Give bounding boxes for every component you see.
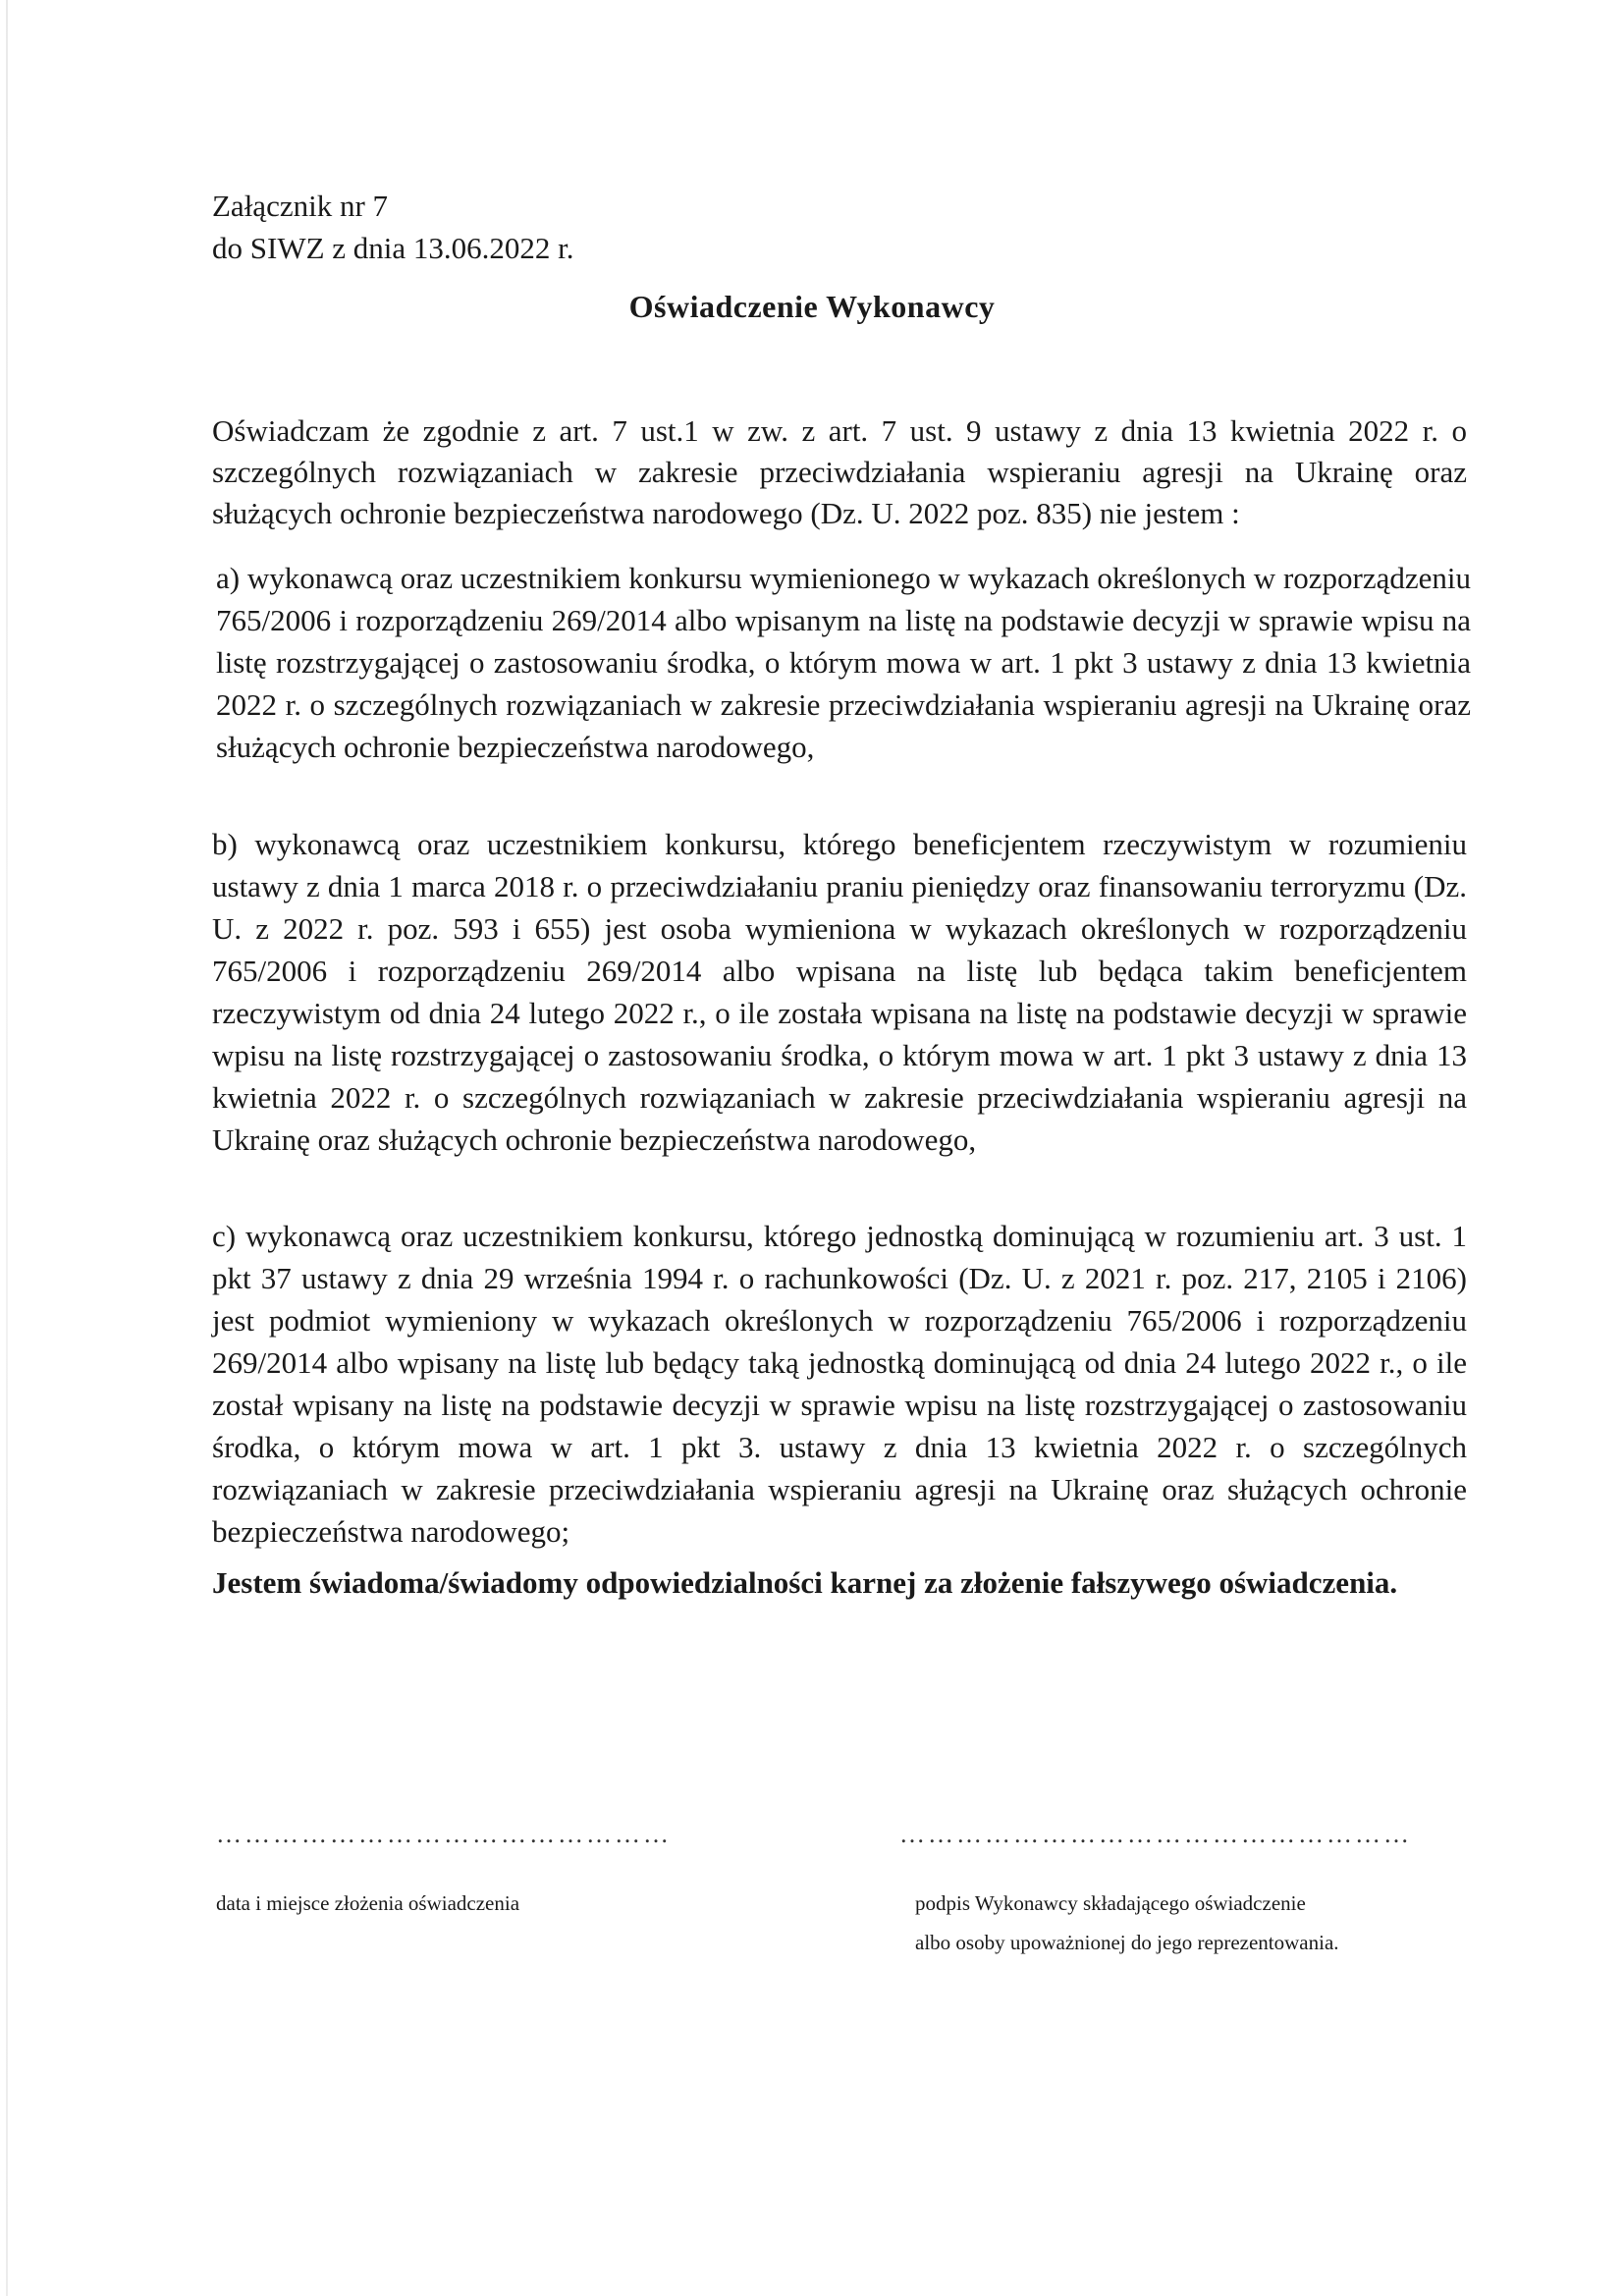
clause-c: c) wykonawcą oraz uczestnikiem konkursu, którego jednostką dominującą w rozumieniu art. 3 ust. 1 pkt 37 ustawy z dnia 29 września 1994 r. o rachunkowości (Dz. U. z 2021 r. poz. 217, 2105 i 2106) jest podmiot wymieniony w wykazach określonych w rozporządzeniu 765/2006 i rozporządzeniu 269/2014 albo wpisany na listę lub będący taką jednostką dominującą od dnia 24 lutego 2022 r., o ile został wpisany na listę na podstawie decyzji w sprawie wpisu na listę rozstrzygającej o zastosowaniu środka, o którym mowa w art. 1 pkt 3. ustawy z dnia 13 kwietnia 2022 r. o szczególnych rozwiązaniach w zakresie przeciwdziałania wspieraniu agresji na Ukrainę oraz służących ochronie bezpieczeństwa narodowego; bbox=[212, 1219, 1467, 1549]
signature-caption bbox=[915, 1884, 1339, 1962]
signature-caption-line2: albo osoby upoważnionej do jego reprezentowania. bbox=[915, 1931, 1339, 1954]
date-place-caption-text: data i miejsce złożenia oświadczenia bbox=[216, 1891, 520, 1915]
signature-dotted-line: ……………………………………………… bbox=[899, 1820, 1412, 1848]
attachment-number: Załącznik nr 7 bbox=[212, 189, 389, 223]
signature-caption-line1: podpis Wykonawcy składającego oświadczenie bbox=[915, 1891, 1306, 1915]
clause-a: a) wykonawcą oraz uczestnikiem konkursu wymienionego w wykazach określonych w rozporządzeniu 765/2006 i rozporządzeniu 269/2014 albo wpisanym na listę na podstawie decyzji w sprawie wpisu na listę rozstrzygającej o zastosowaniu środka, o którym mowa w art. 1 pkt 3 ustawy z dnia 13 kwietnia 2022 r. o szczególnych rozwiązaniach w zakresie przeciwdziałania wspieraniu agresji na Ukrainę oraz służących ochronie bezpieczeństwa narodowego, bbox=[216, 561, 1471, 764]
attachment-header bbox=[212, 185, 574, 269]
intro-paragraph: Oświadczam że zgodnie z art. 7 ust.1 w zw. z art. 7 ust. 9 ustawy z dnia 13 kwietnia 2022 r. o szczególnych rozwiązaniach w zakresie przeciwdziałania wspieraniu agresji na Ukrainę oraz służących ochronie bezpieczeństwa narodowego (Dz. U. 2022 poz. 835) nie jestem : bbox=[212, 413, 1467, 530]
document-title: Oświadczenie Wykonawcy bbox=[628, 289, 996, 324]
liability-statement: Jestem świadoma/świadomy odpowiedzialności karnej za złożenie fałszywego oświadczenia. bbox=[212, 1565, 1398, 1600]
date-place-caption bbox=[216, 1884, 519, 1923]
attachment-reference: do SIWZ z dnia 13.06.2022 r. bbox=[212, 231, 574, 265]
clause-b: b) wykonawcą oraz uczestnikiem konkursu, którego beneficjentem rzeczywistym w rozumieniu ustawy z dnia 1 marca 2018 r. o przeciwdziałaniu praniu pieniędzy oraz finansowaniu terroryzmu (Dz. U. z 2022 r. poz. 593 i 655) jest osoba wymieniona w wykazach określonych w rozporządzeniu 765/2006 i rozporządzeniu 269/2014 albo wpisana na listę lub będąca takim beneficjentem rzeczywistym od dnia 24 lutego 2022 r., o ile została wpisana na listę na podstawie decyzji w sprawie wpisu na listę rozstrzygającej o zastosowaniu środka, o którym mowa w art. 1 pkt 3 ustawy z dnia 13 kwietnia 2022 r. o szczególnych rozwiązaniach w zakresie przeciwdziałania wspieraniu agresji na Ukrainę oraz służących ochronie bezpieczeństwa narodowego, bbox=[212, 827, 1467, 1157]
date-place-dotted-line: ………………………………………… bbox=[216, 1820, 672, 1848]
